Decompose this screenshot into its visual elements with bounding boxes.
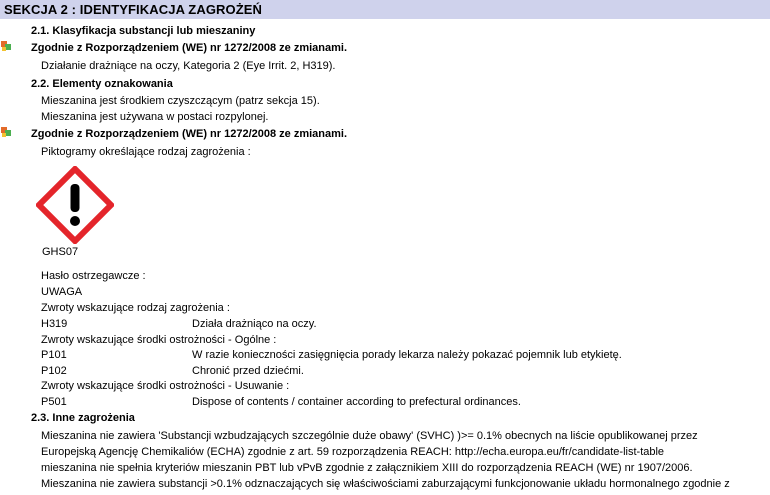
- regulation-flag-icon: [0, 125, 12, 139]
- heading-2-2: 2.2. Elementy oznakowania: [31, 78, 173, 90]
- other-hazards-line: mieszanina nie spełnia kryteriów mieszanin PBT lub vPvB zgodnie z załącznikiem XIII do rozporządzenia REACH (WE) nr 1907/2006.: [41, 462, 693, 474]
- precautionary-text: W razie konieczności zasięgnięcia porady lekarza należy pokazać pojemnik lub etykietę.: [192, 349, 622, 361]
- pictogram-code: GHS07: [42, 246, 79, 258]
- signal-word: UWAGA: [41, 286, 83, 298]
- other-hazards-line: Mieszanina nie zawiera 'Substancji wzbudzających szczególnie duże obawy' (SVHC) )>= 0.1% obecnych na liście opublikowanej przez: [41, 430, 698, 442]
- label-line-2: Mieszanina jest używana w postaci rozpylonej.: [41, 111, 269, 123]
- regulation-2-2: Zgodnie z Rozporządzeniem (WE) nr 1272/2008 ze zmianami.: [31, 128, 348, 140]
- precautionary-code: P102: [41, 365, 67, 377]
- other-hazards-line: Europejską Agencję Chemikaliów (ECHA) zgodnie z art. 59 rozporządzenia REACH: http://echa.europa.eu/fr/candidate-list-table: [41, 446, 665, 458]
- regulation-flag-icon: [0, 39, 12, 53]
- precautionary-code: P101: [41, 349, 67, 361]
- label-line-1: Mieszanina jest środkiem czyszczącym (patrz sekcja 15).: [41, 95, 320, 107]
- heading-2-3: 2.3. Inne zagrożenia: [31, 412, 135, 424]
- hazard-code: H319: [41, 318, 68, 330]
- precautionary-text: Chronić przed dziećmi.: [192, 365, 304, 377]
- other-hazards-line: Mieszanina nie zawiera substancji >0.1% odznaczających się właściwościami zaburzającymi funkcjonowanie układu hormonalnego zgodnie z: [41, 478, 730, 490]
- precautionary-code: P501: [41, 396, 67, 408]
- precautionary-text: Dispose of contents / container according to prefectural ordinances.: [192, 396, 521, 408]
- classification-text: Działanie drażniące na oczy, Kategoria 2 (Eye Irrit. 2, H319).: [41, 60, 336, 72]
- section-title: SEKCJA 2 : IDENTYFIKACJA ZAGROŻEŃ: [4, 2, 263, 17]
- precautionary-general-label: Zwroty wskazujące środki ostrożności - Ogólne :: [41, 334, 277, 346]
- hazard-statements-label: Zwroty wskazujące rodzaj zagrożenia :: [41, 302, 230, 314]
- section-header: [0, 0, 770, 19]
- hazard-text: Działa drażniąco na oczy.: [192, 318, 317, 330]
- regulation-2-1: Zgodnie z Rozporządzeniem (WE) nr 1272/2008 ze zmianami.: [31, 42, 348, 54]
- ghs07-exclamation-icon: [36, 166, 114, 244]
- precautionary-disposal-label: Zwroty wskazujące środki ostrożności - Usuwanie :: [41, 380, 290, 392]
- heading-2-1: 2.1. Klasyfikacja substancji lub mieszaniny: [31, 25, 256, 37]
- pictograms-label: Piktogramy określające rodzaj zagrożenia :: [41, 146, 251, 158]
- signal-word-label: Hasło ostrzegawcze :: [41, 270, 146, 282]
